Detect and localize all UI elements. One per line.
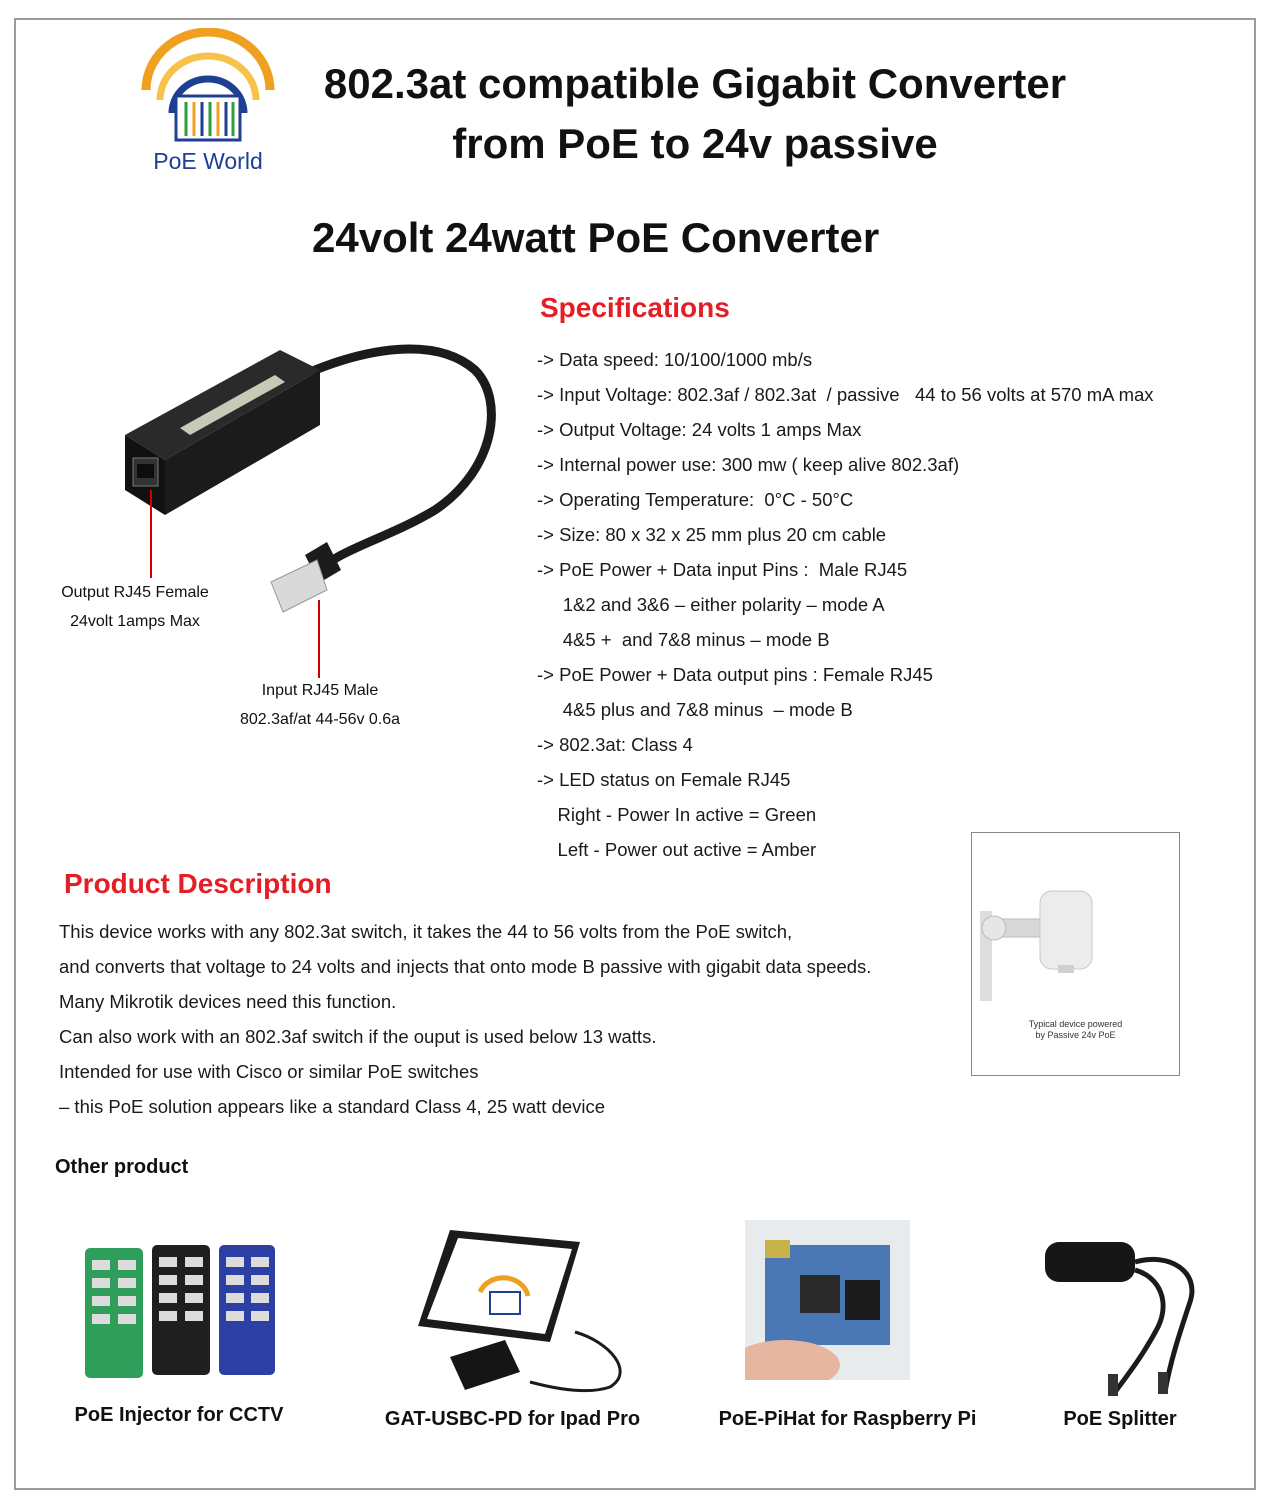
product-label-usbc-pd[interactable]: GAT-USBC-PD for Ipad Pro: [384, 1408, 641, 1430]
description-line: Can also work with an 802.3af switch if the ouput is used below 13 watts.: [59, 1026, 657, 1047]
spec-item: -> PoE Power + Data input Pins : Male RJ45: [537, 559, 908, 580]
description-line: Intended for use with Cisco or similar PoE switches: [59, 1061, 479, 1082]
poe-splitter-icon: [1040, 1232, 1210, 1402]
description-line: This device works with any 802.3at switch, it takes the 44 to 56 volts from the PoE switch,: [59, 921, 793, 942]
spec-item: -> Operating Temperature: 0°C - 50°C: [537, 489, 854, 510]
product-label-pihat[interactable]: PoE-PiHat for Raspberry Pi: [718, 1408, 977, 1430]
product-label-splitter[interactable]: PoE Splitter: [1063, 1408, 1177, 1430]
other-products-heading: Other product: [55, 1156, 189, 1178]
spec-item: -> LED status on Female RJ45: [537, 769, 791, 790]
page-subtitle: 24volt 24watt PoE Converter: [312, 214, 880, 261]
input-callout-label-1: Input RJ45 Male: [261, 682, 379, 699]
spec-item: -> Data speed: 10/100/1000 mb/s: [537, 349, 813, 370]
outdoor-radio-icon: [972, 833, 1179, 1013]
spec-item: Left - Power out active = Amber: [537, 839, 817, 860]
description-line: – this PoE solution appears like a standard Class 4, 25 watt device: [59, 1096, 606, 1117]
device-caption-2: by Passive 24v PoE: [1035, 1030, 1116, 1040]
device-caption-1: Typical device powered: [1028, 1019, 1123, 1029]
description-line: Many Mikrotik devices need this function.: [59, 991, 397, 1012]
output-callout-line: [150, 490, 152, 578]
spec-item: 4&5 plus and 7&8 minus – mode B: [537, 699, 853, 720]
poe-injector-icon: [80, 1240, 280, 1390]
spec-item: -> 802.3at: Class 4: [537, 734, 693, 755]
page-title-line2: from PoE to 24v passive: [452, 120, 938, 167]
page-title-line1: 802.3at compatible Gigabit Converter: [323, 60, 1067, 107]
spec-item: 1&2 and 3&6 – either polarity – mode A: [537, 594, 885, 615]
converter-photo-icon: [105, 330, 505, 620]
input-callout-line: [318, 600, 320, 678]
spec-item: -> Output Voltage: 24 volts 1 amps Max: [537, 419, 862, 440]
spec-item: -> PoE Power + Data output pins : Female RJ45: [537, 664, 933, 685]
ipad-usbc-icon: [410, 1222, 640, 1397]
output-callout-label-2: 24volt 1amps Max: [70, 613, 200, 630]
output-callout-label-1: Output RJ45 Female: [61, 584, 209, 601]
product-label-injector[interactable]: PoE Injector for CCTV: [74, 1404, 284, 1426]
spec-item: -> Input Voltage: 802.3af / 802.3at / passive 44 to 56 volts at 570 mA max: [537, 384, 1154, 405]
specifications-heading: Specifications: [540, 292, 730, 323]
specifications-list: [537, 342, 1154, 867]
spec-item: -> Internal power use: 300 mw ( keep alive 802.3af): [537, 454, 960, 475]
spec-item: -> Size: 80 x 32 x 25 mm plus 20 cm cable: [537, 524, 887, 545]
input-callout-label-2: 802.3af/at 44-56v 0.6a: [239, 711, 401, 728]
description-list: [59, 914, 871, 1124]
poe-pihat-icon: [745, 1220, 910, 1380]
description-line: and converts that voltage to 24 volts and injects that onto mode B passive with gigabit data speeds.: [59, 956, 872, 977]
typical-device-card: [971, 832, 1180, 1076]
logo-text: PoE World: [153, 148, 263, 174]
spec-item: 4&5 + and 7&8 minus – mode B: [537, 629, 830, 650]
spec-item: Right - Power In active = Green: [537, 804, 817, 825]
description-heading: Product Description: [64, 868, 332, 899]
